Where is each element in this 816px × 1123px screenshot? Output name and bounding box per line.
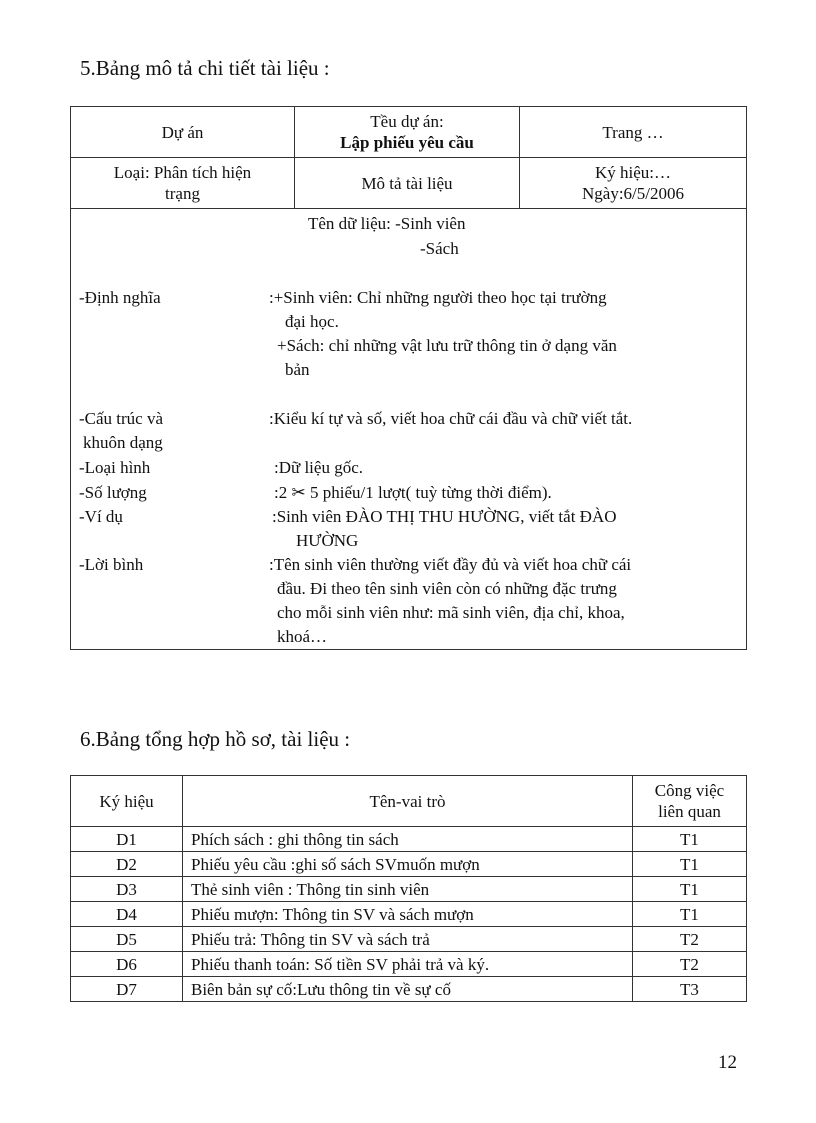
- row-name: Thẻ sinh viên : Thông tin sinh viên: [183, 877, 633, 902]
- row-symbol: D7: [71, 977, 183, 1002]
- comment-value: :Tên sinh viên thường viết đầy đủ và viết hoa chữ cái đầu. Đi theo tên sinh viên còn có những đặc trưng cho mỗi sinh viên như: mã sinh viên, địa chỉ, khoa, khoá…: [269, 555, 632, 646]
- document-description-table: [70, 106, 747, 650]
- row-task: T2: [633, 952, 747, 977]
- structure-label: -Cấu trúc và khuôn dạng: [79, 409, 164, 452]
- project-name-cell: [295, 107, 520, 158]
- row-symbol: D6: [71, 952, 183, 977]
- row-symbol: D2: [71, 852, 183, 877]
- column-header-related-work: Công việc liên quan: [633, 776, 747, 827]
- structure-value: :Kiểu kí tự và số, viết hoa chữ cái đầu và chữ viết tắt.: [269, 409, 633, 428]
- row-task: T1: [633, 852, 747, 877]
- type-label-cell: Loại: Phân tích hiện trạng: [71, 158, 295, 209]
- column-header-name-role: Tên-vai trò: [183, 776, 633, 827]
- type-label: -Loại hình: [79, 458, 151, 477]
- type-value: :Dữ liệu gốc.: [274, 458, 364, 477]
- data-name-block: Tên dữ liệu: -Sinh viên -Sách: [308, 214, 466, 258]
- project-label-cell: Dự án: [71, 107, 295, 158]
- page-label-cell: Trang …: [520, 107, 747, 158]
- definition-value: :+Sinh viên: Chỉ những người theo học tại trường đại học. +Sách: chỉ những vật lưu trữ thông tin ở dạng văn bản: [269, 288, 617, 379]
- quantity-label: -Số lượng: [79, 483, 147, 502]
- definition-label: -Định nghĩa: [79, 288, 161, 307]
- table-row: [71, 852, 747, 877]
- document-summary-table: [70, 775, 747, 1002]
- column-header-symbol: Ký hiệu: [71, 776, 183, 827]
- description-body-cell: [71, 209, 747, 650]
- example-label: -Ví dụ: [79, 507, 123, 526]
- section-5-heading: 5.Bảng mô tả chi tiết tài liệu :: [80, 56, 330, 80]
- row-task: T3: [633, 977, 747, 1002]
- table-row: [71, 927, 747, 952]
- table-row: [71, 952, 747, 977]
- project-name-label: Tều dự án:: [370, 112, 444, 131]
- row-task: T1: [633, 877, 747, 902]
- table-row: [71, 977, 747, 1002]
- row-symbol: D1: [71, 827, 183, 852]
- row-name: Phích sách : ghi thông tin sách: [183, 827, 633, 852]
- row-symbol: D3: [71, 877, 183, 902]
- table-row: [71, 902, 747, 927]
- row-task: T1: [633, 827, 747, 852]
- quantity-value: :2 ✂ 5 phiếu/1 lượt( tuỳ từng thời điểm).: [274, 483, 552, 502]
- comment-label: -Lời bình: [79, 555, 144, 574]
- symbol-date-cell: Ký hiệu:… Ngày:6/5/2006: [520, 158, 747, 209]
- doc-desc-cell: Mô tả tài liệu: [295, 158, 520, 209]
- page-number: 12: [718, 1052, 737, 1073]
- row-name: Biên bản sự cố:Lưu thông tin về sự cố: [183, 977, 633, 1002]
- row-name: Phiếu trả: Thông tin SV và sách trả: [183, 927, 633, 952]
- row-name: Phiếu yêu cầu :ghi số sách SVmuốn mượn: [183, 852, 633, 877]
- row-name: Phiếu thanh toán: Số tiền SV phải trả và ký.: [183, 952, 633, 977]
- table-row: [71, 877, 747, 902]
- row-task: T1: [633, 902, 747, 927]
- row-name: Phiếu mượn: Thông tin SV và sách mượn: [183, 902, 633, 927]
- section-6-heading: 6.Bảng tổng hợp hồ sơ, tài liệu :: [80, 727, 351, 751]
- row-symbol: D5: [71, 927, 183, 952]
- example-value: :Sinh viên ĐÀO THỊ THU HƯỜNG, viết tắt ĐÀO HƯỜNG: [272, 507, 617, 550]
- row-symbol: D4: [71, 902, 183, 927]
- row-task: T2: [633, 927, 747, 952]
- table-row: [71, 827, 747, 852]
- project-name: Lập phiếu yêu cầu: [340, 133, 474, 152]
